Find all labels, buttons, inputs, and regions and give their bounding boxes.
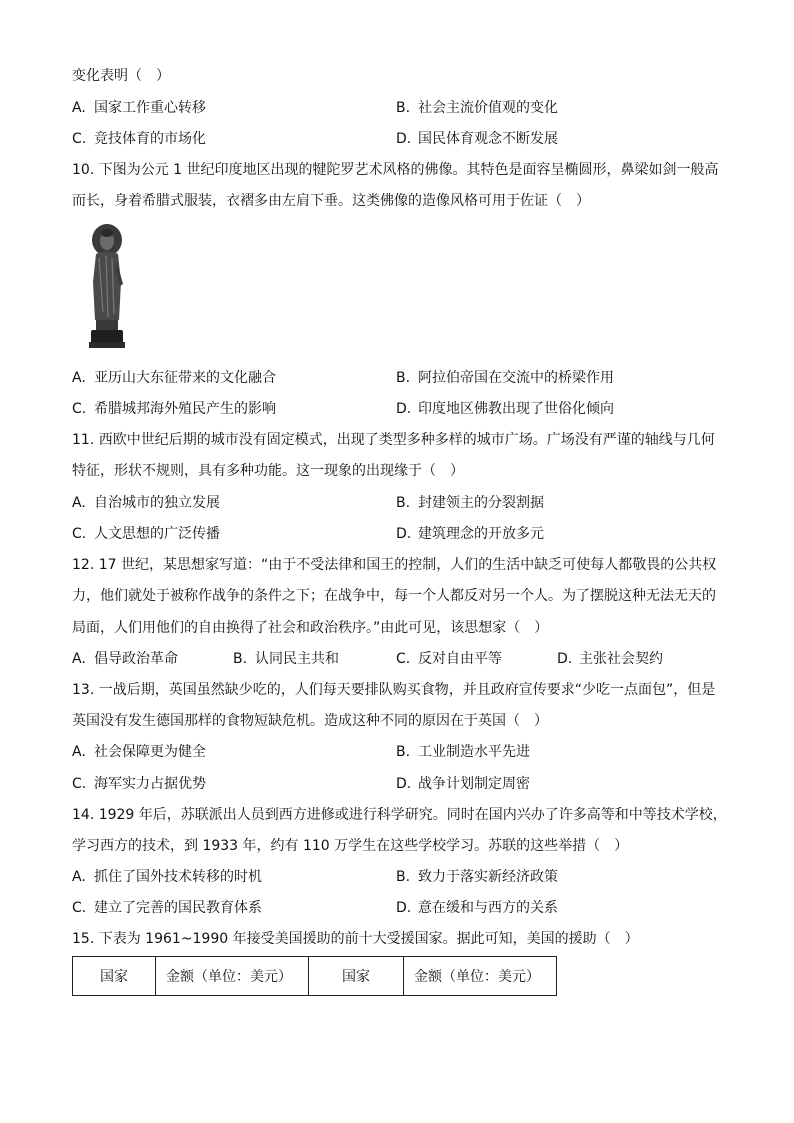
- q10-stem-line-2: 而长，身着希腊式服装，衣褶多由左肩下垂。这类佛像的造像风格可用于佐证（ ）: [72, 193, 590, 209]
- option-letter: D.: [396, 526, 412, 542]
- option-text: 社会主流价值观的变化: [418, 100, 558, 116]
- q15-stem: 15. 下表为 1961~1990 年接受美国援助的前十大受援国家。据此可知，美国的援助（ ）: [72, 931, 639, 947]
- aid-table: [72, 956, 557, 996]
- q12-option-d[interactable]: [557, 649, 663, 669]
- option-letter: A.: [72, 370, 86, 386]
- option-letter: B.: [396, 495, 411, 511]
- q10-option-c[interactable]: [72, 399, 276, 419]
- q14-option-b[interactable]: [396, 867, 558, 887]
- option-letter: D.: [396, 776, 412, 792]
- q12-stem-line-2: 力，他们就处于被称作战争的条件之下；在战争中，每一个人都反对另一个人。为了摆脱这种无法无天的: [72, 588, 716, 604]
- option-letter: C.: [72, 526, 87, 542]
- table-header-row: [73, 957, 557, 996]
- table-header-amount-1: 金额（单位：美元）: [156, 957, 309, 996]
- option-text: 社会保障更为健全: [94, 744, 206, 760]
- option-text: 反对自由平等: [418, 651, 502, 667]
- option-text: 国家工作重心转移: [94, 100, 206, 116]
- option-text: 竞技体育的市场化: [94, 131, 206, 147]
- option-letter: B.: [233, 651, 248, 667]
- option-text: 人文思想的广泛传播: [94, 526, 220, 542]
- option-letter: B.: [396, 869, 411, 885]
- q13-option-a[interactable]: [72, 742, 206, 762]
- q9-option-d[interactable]: [396, 129, 558, 149]
- q14-option-d[interactable]: [396, 898, 558, 918]
- option-text: 意在缓和与西方的关系: [418, 900, 558, 916]
- q11-option-b[interactable]: [396, 493, 544, 513]
- option-letter: A.: [72, 495, 86, 511]
- option-letter: B.: [396, 370, 411, 386]
- option-letter: A.: [72, 869, 86, 885]
- option-letter: C.: [72, 900, 87, 916]
- q10-option-a[interactable]: [72, 368, 276, 388]
- q11-stem-line-2: 特征，形状不规则，具有多种功能。这一现象的出现缘于（ ）: [72, 463, 464, 479]
- q14-stem-line-2: 学习西方的技术，到 1933 年，约有 110 万学生在这些学校学习。苏联的这些举措（ ）: [72, 838, 629, 854]
- option-letter: C.: [72, 131, 87, 147]
- option-letter: A.: [72, 100, 86, 116]
- table-header-country-2: 国家: [309, 957, 404, 996]
- option-text: 自治城市的独立发展: [94, 495, 220, 511]
- option-letter: B.: [396, 100, 411, 116]
- q11-option-c[interactable]: [72, 524, 220, 544]
- q12-option-c[interactable]: [396, 649, 502, 669]
- q12-stem-line-3: 局面，人们用他们的自由换得了社会和政治秩序。”由此可见，该思想家（ ）: [72, 620, 549, 636]
- option-letter: A.: [72, 651, 86, 667]
- gandhara-buddha-statue-image: [84, 222, 130, 352]
- q11-stem-line-1: 11. 西欧中世纪后期的城市没有固定模式，出现了类型多种多样的城市广场。广场没有严谨的轴线与几何: [72, 432, 715, 448]
- option-letter: D.: [396, 900, 412, 916]
- q9-option-c[interactable]: [72, 129, 206, 149]
- option-text: 印度地区佛教出现了世俗化倾向: [418, 401, 614, 417]
- option-text: 封建领主的分裂割据: [418, 495, 544, 511]
- option-text: 倡导政治革命: [94, 651, 178, 667]
- q12-option-b[interactable]: [233, 649, 339, 669]
- option-text: 希腊城邦海外殖民产生的影响: [94, 401, 276, 417]
- option-text: 建立了完善的国民教育体系: [94, 900, 262, 916]
- q13-option-c[interactable]: [72, 774, 206, 794]
- option-letter: D.: [396, 131, 412, 147]
- table-header-country-1: 国家: [73, 957, 156, 996]
- option-text: 海军实力占据优势: [94, 776, 206, 792]
- q9-stem: 变化表明（ ）: [72, 68, 170, 84]
- option-text: 国民体育观念不断发展: [418, 131, 558, 147]
- q12-stem-line-1: 12. 17 世纪，某思想家写道：“由于不受法律和国王的控制，人们的生活中缺乏可使每人都敬畏的公共权: [72, 557, 717, 573]
- option-letter: B.: [396, 744, 411, 760]
- option-letter: D.: [557, 651, 573, 667]
- q9-option-a[interactable]: [72, 98, 206, 118]
- option-text: 抓住了国外技术转移的时机: [94, 869, 262, 885]
- q13-option-d[interactable]: [396, 774, 530, 794]
- q10-option-d[interactable]: [396, 399, 614, 419]
- q12-option-a[interactable]: [72, 649, 178, 669]
- option-text: 亚历山大东征带来的文化融合: [94, 370, 276, 386]
- q13-stem-line-1: 13. 一战后期，英国虽然缺少吃的，人们每天要排队购买食物，并且政府宣传要求“少吃一点面包”，但是: [72, 682, 716, 698]
- q14-option-a[interactable]: [72, 867, 262, 887]
- option-text: 建筑理念的开放多元: [418, 526, 544, 542]
- option-letter: C.: [72, 401, 87, 417]
- q11-option-d[interactable]: [396, 524, 544, 544]
- q10-option-b[interactable]: [396, 368, 614, 388]
- option-text: 阿拉伯帝国在交流中的桥梁作用: [418, 370, 614, 386]
- q11-option-a[interactable]: [72, 493, 220, 513]
- option-letter: C.: [396, 651, 411, 667]
- option-text: 认同民主共和: [255, 651, 339, 667]
- q13-stem-line-2: 英国没有发生德国那样的食物短缺危机。造成这种不同的原因在于英国（ ）: [72, 713, 548, 729]
- q14-stem-line-1: 14. 1929 年后，苏联派出人员到西方进修或进行科学研究。同时在国内兴办了许多高等和中等技术学校，: [72, 807, 727, 823]
- option-letter: A.: [72, 744, 86, 760]
- q14-option-c[interactable]: [72, 898, 262, 918]
- option-text: 工业制造水平先进: [418, 744, 530, 760]
- option-text: 战争计划制定周密: [418, 776, 530, 792]
- q13-option-b[interactable]: [396, 742, 530, 762]
- option-letter: D.: [396, 401, 412, 417]
- q9-option-b[interactable]: [396, 98, 558, 118]
- table-header-amount-2: 金额（单位：美元）: [404, 957, 557, 996]
- option-text: 致力于落实新经济政策: [418, 869, 558, 885]
- option-letter: C.: [72, 776, 87, 792]
- q10-stem-line-1: 10. 下图为公元 1 世纪印度地区出现的犍陀罗艺术风格的佛像。其特色是面容呈椭圆形，鼻梁如剑一般高: [72, 162, 719, 178]
- option-text: 主张社会契约: [579, 651, 663, 667]
